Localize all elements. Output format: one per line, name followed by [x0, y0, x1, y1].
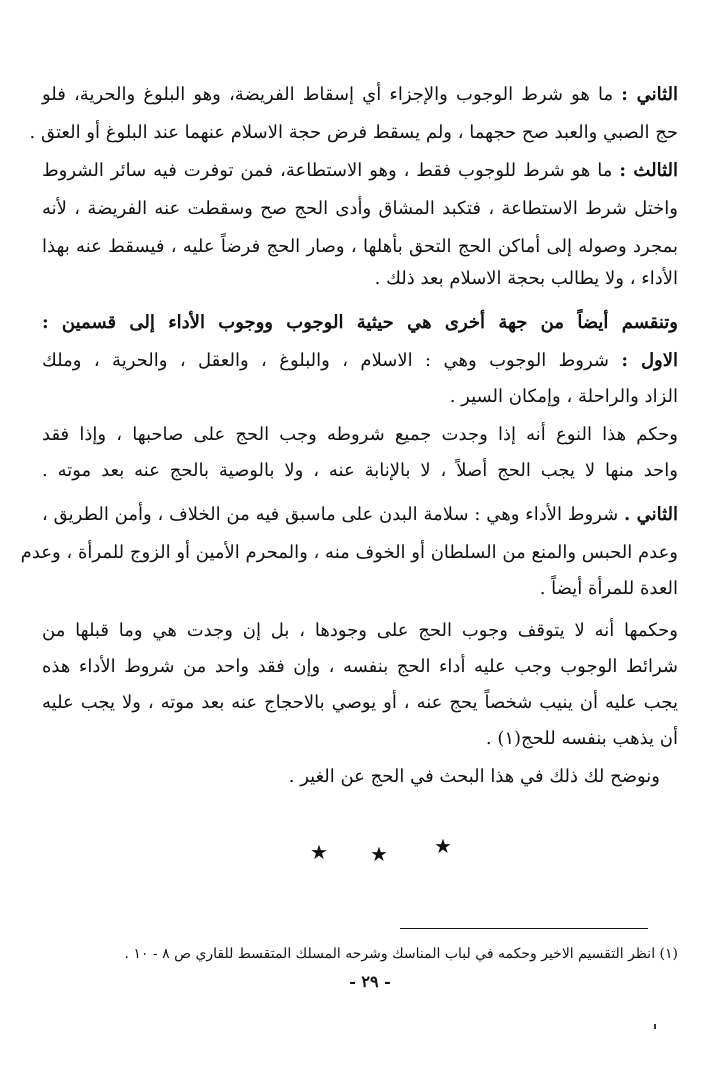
text-line: [42, 726, 678, 752]
text-line: [42, 422, 678, 448]
line-text: شرائط الوجوب وجب عليه أداء الحج بنفسه ، وإن فقد واحد من شروط الأداء هذه: [42, 656, 678, 677]
line-text: يجب عليه أن ينيب شخصاً يحج عنه ، أو يوصي بالاحجاج عنه بعد موته ، ولا يجب عليه: [42, 692, 678, 713]
line-text: شروط الوجوب وهي : الاسلام ، والبلوغ ، والعقل ، والحرية ، وملك: [42, 350, 622, 371]
scan-speck: [654, 1024, 656, 1029]
footnote-rule: [400, 928, 648, 929]
heading-lead: الثاني .: [623, 504, 679, 525]
line-text: واحد منها لا يجب الحج أصلاً ، لا بالإنابة عنه ، ولا بالوصية بالحج عنه بعد موته .: [42, 460, 678, 481]
text-line: [42, 384, 678, 410]
text-line: [42, 654, 678, 680]
line-text: بمجرد وصوله إلى أماكن الحج التحق بأهلها ، وصار الحج فرضاً عليه ، فيسقط عنه بهذا: [42, 236, 678, 257]
line-text: واختل شرط الاستطاعة ، فتكبد المشاق وأدى الحج صح وسقطت عنه الفريضة ، لأنه: [42, 198, 678, 219]
text-line: [42, 196, 678, 222]
line-text: وحكم هذا النوع أنه إذا وجدت جميع شروطه وجب الحج على صاحبها ، وإذا فقد: [42, 424, 678, 445]
text-line: [29, 120, 678, 146]
line-text: الأداء ، ولا يطالب بحجة الاسلام بعد ذلك .: [374, 268, 678, 289]
line-text: العدة للمرأة أيضاً .: [539, 578, 678, 599]
section-heading: [42, 310, 678, 336]
line-text: الزاد والراحلة ، وإمكان السير .: [449, 386, 678, 407]
line-text: ما هو شرط للوجوب فقط ، وهو الاستطاعة، فمن توفرت فيه سائر الشروط: [42, 160, 620, 181]
star-icon: ★: [370, 842, 388, 866]
heading-lead: الاول :: [621, 350, 679, 371]
text-line: [42, 82, 678, 108]
text-line: [42, 266, 678, 292]
line-text: ما هو شرط الوجوب والإجزاء أي إسقاط الفريضة، وهو البلوغ والحرية، فلو: [42, 84, 622, 105]
footnote: (١) انظر التقسيم الاخير وحكمه في لباب المناسك وشرحه المسلك المتقسط للقاري ص ٨ - ١٠ .: [124, 946, 678, 962]
text-line: [42, 576, 678, 602]
line-text: أن يذهب بنفسه للحج(١) .: [485, 728, 678, 749]
line-text: وحكمها أنه لا يتوقف وجوب الحج على وجودها ، بل إن وجدت هي وما قبلها من: [42, 620, 678, 641]
heading-lead: وتنقسم أيضاً من جهة أخرى هي حيثية الوجوب ووجوب الأداء إلى قسمين :: [42, 312, 678, 333]
line-text: وعدم الحبس والمنع من السلطان أو الخوف منه ، والمحرم الأمين أو الزوج للمرأة ، وعدم: [20, 542, 678, 563]
text-line: [42, 158, 678, 184]
line-text: حج الصبي والعبد صح حجهما ، ولم يسقط فرض حجة الاسلام عنهما عند البلوغ أو العتق .: [29, 122, 678, 143]
text-line: [42, 618, 678, 644]
text-line: [20, 540, 678, 566]
text-line: [42, 458, 678, 484]
page-number: - ٢٩ -: [349, 972, 391, 991]
text-line: [42, 502, 678, 528]
heading-lead: الثاني :: [621, 84, 678, 105]
text-line: [42, 348, 678, 374]
text-line: [42, 234, 678, 260]
heading-lead: الثالث :: [619, 160, 678, 181]
text-line: [42, 764, 660, 790]
text-line: [42, 690, 678, 716]
star-icon: ★: [434, 834, 452, 858]
section-divider-stars: [300, 834, 460, 866]
line-text: ونوضح لك ذلك في هذا البحث في الحج عن الغير .: [288, 766, 660, 787]
line-text: شروط الأداء وهي : سلامة البدن على ماسبق فيه من الخلاف ، وأمن الطريق ،: [42, 504, 624, 525]
star-icon: ★: [310, 840, 328, 864]
